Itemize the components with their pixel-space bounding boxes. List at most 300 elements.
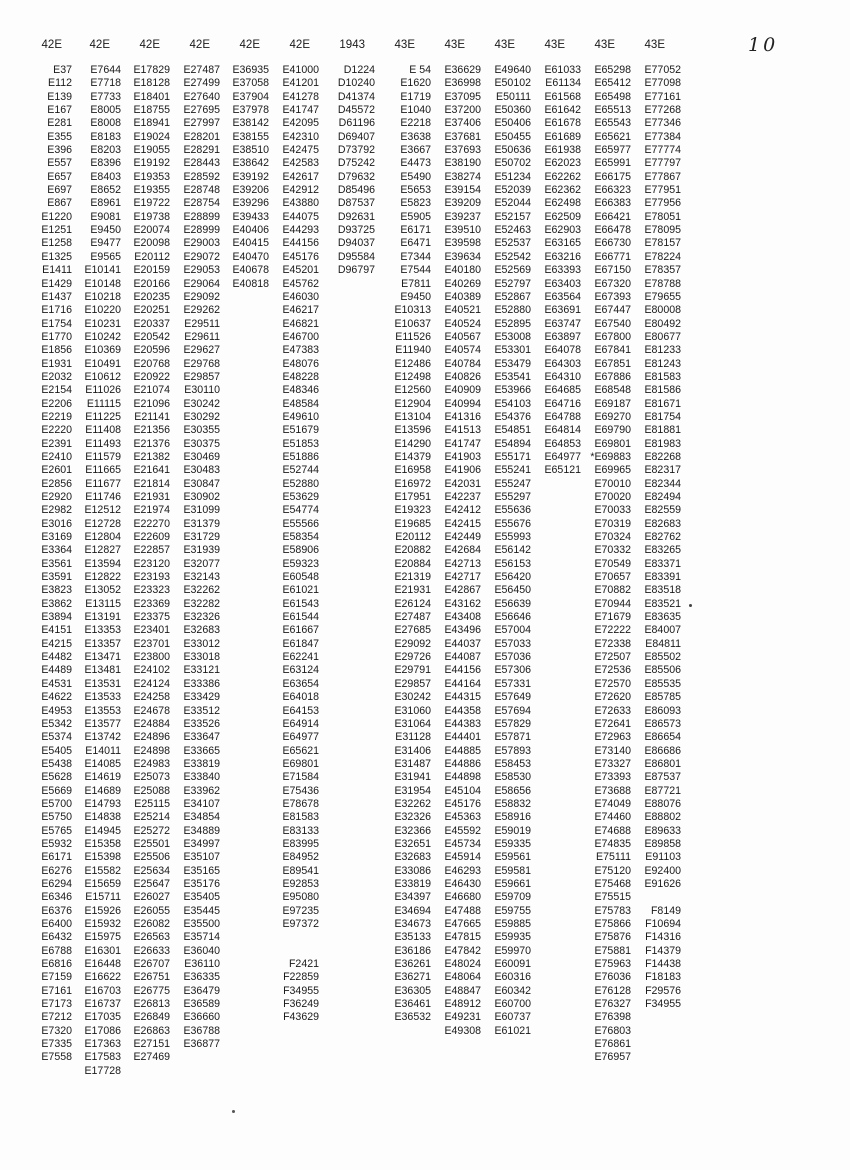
list-item: E11677: [85, 477, 121, 490]
list-item: E37904: [232, 90, 269, 103]
list-item: E52039: [494, 184, 531, 197]
list-item: E56450: [494, 584, 531, 597]
list-item: E31954: [394, 784, 431, 797]
list-item: E75436: [282, 784, 319, 797]
list-item: E36110: [184, 958, 220, 971]
list-item: E13115: [85, 597, 121, 610]
list-item: E29053: [183, 264, 220, 277]
list-item: E83265: [644, 544, 681, 557]
list-item: E83518: [644, 584, 681, 597]
list-item: E88802: [644, 811, 681, 824]
list-item: E11225: [85, 410, 121, 423]
column-header: 1943: [339, 39, 365, 51]
list-item: E4473: [400, 157, 431, 170]
list-item: E57306: [494, 664, 531, 677]
list-item: E76803: [594, 1024, 631, 1037]
list-item: E38190: [444, 157, 481, 170]
list-item: E15358: [84, 837, 121, 850]
list-item: E60316: [494, 971, 531, 984]
list-item: E48346: [282, 384, 319, 397]
list-item: E63403: [544, 277, 581, 290]
list-item: E52463: [494, 224, 531, 237]
list-item: E9081: [90, 210, 121, 223]
list-item: E18941: [133, 117, 170, 130]
list-item: E25115: [134, 797, 170, 810]
list-item: E58906: [282, 544, 319, 557]
list-item: E10637: [394, 317, 431, 330]
list-item: E70020: [594, 491, 631, 503]
list-item: E5405: [41, 744, 72, 757]
list-item: E38155: [232, 130, 269, 143]
list-item: E75783: [594, 904, 631, 917]
list-item: E14011: [85, 744, 121, 757]
list-item: E25501: [133, 837, 170, 850]
list-item: E24884: [133, 717, 170, 730]
list-item: E44037: [444, 637, 481, 650]
list-item: E281: [47, 117, 72, 130]
list-item: E12827: [84, 544, 121, 557]
list-item: E36461: [394, 998, 431, 1011]
list-item: E19355: [133, 184, 170, 197]
list-item: E3169: [41, 531, 72, 544]
list-item: E40818: [232, 277, 269, 290]
list-item: E5653: [400, 184, 431, 197]
list-item: E36040: [183, 944, 220, 957]
list-item: E30242: [394, 691, 431, 704]
list-item: E72963: [594, 731, 631, 744]
list-item: E56639: [494, 597, 531, 610]
list-item: E24258: [133, 691, 170, 704]
list-item: F34955: [645, 998, 681, 1011]
list-item: E61667: [282, 624, 319, 637]
list-item: E21074: [133, 384, 170, 397]
list-item: E11408: [85, 424, 121, 437]
entry-list: [585, 64, 631, 1065]
list-item: E21641: [133, 464, 170, 477]
list-item: E44164: [444, 677, 481, 690]
list-item: E61033: [544, 64, 581, 76]
list-item: E32077: [183, 557, 220, 570]
list-item: E71584: [282, 771, 319, 784]
list-item: E7718: [90, 77, 121, 90]
list-item: E53629: [282, 491, 319, 503]
list-item: E4953: [41, 704, 72, 717]
list-item: E2154: [41, 384, 72, 397]
list-item: E3016: [41, 517, 72, 530]
column: [385, 38, 431, 1025]
list-item: E70319: [594, 517, 631, 530]
list-item: E18128: [133, 77, 170, 90]
list-item: E91626: [644, 877, 681, 890]
list-item: E6376: [41, 904, 72, 917]
entry-list: [485, 64, 531, 1038]
list-item: E61847: [282, 637, 319, 650]
list-item: E10231: [84, 317, 121, 330]
list-item: E26849: [133, 1011, 170, 1024]
list-item: E28291: [183, 144, 220, 157]
list-item: E3894: [41, 611, 72, 624]
list-item: E22857: [133, 544, 170, 557]
list-item: E84811: [645, 637, 681, 650]
list-item: E17086: [84, 1024, 121, 1037]
list-item: E5750: [41, 811, 72, 824]
list-item: E32683: [394, 851, 431, 864]
list-item: D45572: [337, 104, 375, 117]
list-item: E43880: [282, 197, 319, 210]
list-item: E57649: [494, 691, 531, 704]
list-item: E64716: [544, 397, 581, 410]
list-item: E12804: [84, 531, 121, 544]
column: [585, 38, 631, 1065]
list-item: E25647: [133, 877, 170, 890]
column: [26, 38, 72, 1065]
list-item: E21931: [133, 491, 170, 503]
list-item: E55566: [282, 517, 319, 530]
list-item: E57694: [494, 704, 531, 717]
list-item: E15926: [84, 904, 121, 917]
list-item: E34397: [394, 891, 431, 904]
list-item: D61196: [338, 117, 375, 130]
list-item: E23369: [133, 597, 170, 610]
list-item: E53541: [494, 370, 531, 383]
list-item: E34673: [394, 918, 431, 930]
list-item: D75242: [337, 157, 375, 170]
list-item: E40269: [444, 277, 481, 290]
list-item: E52880: [494, 304, 531, 317]
list-item: E2218: [400, 117, 431, 130]
list-item: E13353: [84, 624, 121, 637]
list-item: E60548: [282, 571, 319, 584]
list-item: E20882: [394, 544, 431, 557]
list-item: E85502: [644, 651, 681, 664]
list-item: E29262: [183, 304, 220, 317]
list-item: E1620: [400, 77, 431, 90]
list-item: E20251: [133, 304, 170, 317]
list-item: E41747: [444, 437, 481, 450]
list-item: E58656: [494, 784, 531, 797]
list-item: E69270: [594, 410, 631, 423]
list-item: E66323: [594, 184, 631, 197]
list-item: E47842: [444, 944, 481, 957]
list-item: E67886: [594, 370, 631, 383]
list-item: E4482: [41, 651, 72, 664]
list-item: E81671: [644, 397, 681, 410]
list-item: E40470: [232, 250, 269, 263]
list-item: E85535: [644, 677, 681, 690]
column: [485, 38, 531, 1038]
list-item: E5700: [41, 797, 72, 810]
list-item: E33018: [183, 651, 220, 664]
list-item: E16448: [84, 958, 121, 971]
list-item: E40524: [444, 317, 481, 330]
list-item: E44156: [444, 664, 481, 677]
list-item: E52867: [494, 290, 531, 303]
list-item: E70033: [594, 504, 631, 517]
list-item: E14085: [84, 757, 121, 770]
list-item: E79655: [644, 290, 681, 303]
list-item: E27685: [394, 624, 431, 637]
list-item: E64977: [282, 731, 319, 744]
list-item: E65977: [594, 144, 631, 157]
list-item: E31128: [395, 731, 431, 744]
list-item: F34955: [283, 984, 319, 997]
list-item: E70882: [594, 584, 631, 597]
list-item: E26055: [133, 904, 170, 917]
list-item: F2421: [288, 958, 319, 971]
list-item: D10240: [337, 77, 375, 90]
list-item: E70332: [594, 544, 631, 557]
list-item: E80677: [644, 330, 681, 343]
list-item: E57871: [494, 731, 531, 744]
list-item: E20074: [133, 224, 170, 237]
list-item: E5628: [41, 771, 72, 784]
list-item: E7212: [41, 1011, 72, 1024]
entry-list: [635, 64, 681, 1011]
list-item: E6816: [41, 958, 72, 971]
list-item: E59935: [494, 931, 531, 944]
list-item: E10141: [84, 264, 121, 277]
list-item: E42415: [444, 517, 481, 530]
list-item: E19323: [394, 504, 431, 517]
list-item: E61134: [545, 77, 581, 90]
list-item: E53008: [494, 330, 531, 343]
list-item: E66771: [594, 250, 631, 263]
list-item: E82317: [644, 464, 681, 477]
list-item: E27469: [133, 1051, 170, 1064]
list-item: E9450: [400, 290, 431, 303]
list-item: E61021: [494, 1024, 531, 1037]
list-item: E63165: [544, 237, 581, 250]
list-item: E37200: [444, 104, 481, 117]
list-item: E64914: [282, 717, 319, 730]
list-item: E14689: [84, 784, 121, 797]
list-item: E36305: [394, 984, 431, 997]
list-item: E54774: [282, 504, 319, 517]
list-item: E17829: [133, 64, 170, 76]
list-item: E51886: [282, 450, 319, 463]
list-item: E15659: [84, 877, 121, 890]
list-item: D93725: [337, 224, 375, 237]
list-item: E36589: [183, 998, 220, 1011]
list-item: E56153: [494, 557, 531, 570]
list-item: E52537: [494, 237, 531, 250]
list-item: E52797: [494, 277, 531, 290]
list-item: D94037: [337, 237, 375, 250]
list-item: E34854: [183, 811, 220, 824]
column-header: 42E: [239, 39, 260, 51]
list-item: E10218: [84, 290, 121, 303]
list-item: E14793: [84, 797, 121, 810]
list-item: E8961: [90, 197, 121, 210]
list-item: E39206: [232, 184, 269, 197]
list-item: E60342: [494, 984, 531, 997]
list-item: E29791: [394, 664, 431, 677]
list-item: E28899: [183, 210, 220, 223]
list-item: E28443: [183, 157, 220, 170]
list-item: E60700: [494, 998, 531, 1011]
list-item: E23193: [133, 571, 170, 584]
list-item: E65621: [282, 744, 319, 757]
list-item: E35405: [183, 891, 220, 904]
list-item: E61021: [282, 584, 319, 597]
column: [174, 38, 220, 1051]
list-item: E87721: [644, 784, 681, 797]
list-item: E13533: [84, 691, 121, 704]
list-item: E63216: [544, 250, 581, 263]
list-item: E27499: [183, 77, 220, 90]
list-item: E46821: [282, 317, 319, 330]
list-item: D85496: [337, 184, 375, 197]
list-item: E11115: [86, 397, 121, 410]
list-item: E36271: [394, 971, 431, 984]
list-item: E31060: [394, 704, 431, 717]
list-item: E37978: [232, 104, 269, 117]
list-item: E40574: [444, 344, 481, 357]
list-item: E12904: [394, 397, 431, 410]
list-item: E33429: [183, 691, 220, 704]
list-item: E41906: [444, 464, 481, 477]
list-item: E77098: [644, 77, 681, 90]
list-item: E2219: [41, 410, 72, 423]
list-item: E86573: [644, 717, 681, 730]
list-item: E81243: [644, 357, 681, 370]
list-item: E30375: [183, 437, 220, 450]
list-item: E47665: [444, 918, 481, 930]
list-item: E7335: [41, 1038, 72, 1051]
list-item: E33819: [183, 757, 220, 770]
list-item: E64310: [544, 370, 581, 383]
list-item: F22859: [283, 971, 319, 984]
list-item: E59661: [494, 877, 531, 890]
list-item: E29768: [183, 357, 220, 370]
list-item: E61642: [544, 104, 581, 117]
list-item: E14290: [394, 437, 431, 450]
list-item: E5823: [400, 197, 431, 210]
list-item: E86686: [644, 744, 681, 757]
list-item: E15975: [84, 931, 121, 944]
list-item: E17728: [84, 1064, 121, 1077]
list-item: E14379: [394, 450, 431, 463]
list-item: E38142: [232, 117, 269, 130]
list-item: E44401: [444, 731, 481, 744]
list-item: E77384: [644, 130, 681, 143]
list-item: E49640: [494, 64, 531, 76]
list-item: E77346: [644, 117, 681, 130]
list-item: E35165: [183, 864, 220, 877]
list-item: E697: [47, 184, 72, 197]
list-item: E2391: [41, 437, 72, 450]
list-item: E10369: [84, 344, 121, 357]
list-item: E48584: [282, 397, 319, 410]
list-item: E26863: [133, 1024, 170, 1037]
list-item: E82268: [644, 450, 681, 463]
list-item: E20235: [133, 290, 170, 303]
list-item: E64153: [282, 704, 319, 717]
list-item: E4531: [41, 677, 72, 690]
list-item: E42617: [282, 170, 319, 183]
list-item: E48064: [444, 971, 481, 984]
list-item: E6171: [400, 224, 431, 237]
list-item: E60091: [494, 958, 531, 971]
list-item: E3667: [400, 144, 431, 157]
list-item: E5765: [41, 824, 72, 837]
column-header: 42E: [89, 39, 110, 51]
list-item: E14945: [84, 824, 121, 837]
column-header: 43E: [444, 39, 465, 51]
list-item: E45104: [444, 784, 481, 797]
list-item: E57033: [494, 637, 531, 650]
list-item: E33121: [183, 664, 220, 677]
list-item: E92400: [644, 864, 681, 877]
list-item: E57331: [494, 677, 531, 690]
list-item: E83133: [282, 824, 319, 837]
list-item: E39433: [232, 210, 269, 223]
list-item: E42449: [444, 531, 481, 544]
list-item: E42095: [282, 117, 319, 130]
list-item: E55297: [494, 491, 531, 503]
list-item: E66421: [594, 210, 631, 223]
list-item: E8403: [90, 170, 121, 183]
list-item: E33647: [183, 731, 220, 744]
list-item: E83521: [644, 597, 681, 610]
list-item: E24678: [133, 704, 170, 717]
list-item: E78788: [644, 277, 681, 290]
list-item: E11665: [85, 464, 121, 477]
list-item: E19024: [133, 130, 170, 143]
list-item: E13577: [84, 717, 121, 730]
list-item: D96797: [337, 264, 375, 277]
list-item: E65543: [594, 117, 631, 130]
list-item: E31379: [183, 517, 220, 530]
list-item: E12512: [84, 504, 121, 517]
list-item: E36186: [394, 944, 431, 957]
list-item: E53966: [494, 384, 531, 397]
list-item: E22609: [133, 531, 170, 544]
list-item: E23401: [133, 624, 170, 637]
list-item: E16622: [84, 971, 121, 984]
list-item: E58832: [494, 797, 531, 810]
list-item: E64977: [544, 450, 581, 463]
list-item: E48024: [444, 958, 481, 971]
list-item: E13357: [84, 637, 121, 650]
list-item: D69407: [337, 130, 375, 143]
list-item: E81583: [644, 370, 681, 383]
list-item: E67447: [594, 304, 631, 317]
list-item: E83391: [644, 571, 681, 584]
list-item: E37681: [444, 130, 481, 143]
list-item: E23323: [133, 584, 170, 597]
list-item: E10220: [84, 304, 121, 317]
list-item: E73393: [594, 771, 631, 784]
list-item: E29092: [183, 290, 220, 303]
list-item: E29003: [183, 237, 220, 250]
list-item: E40389: [444, 290, 481, 303]
list-item: E28201: [183, 130, 220, 143]
list-item: E62903: [544, 224, 581, 237]
list-item: E29611: [184, 330, 220, 343]
list-item: E4215: [41, 637, 72, 650]
list-item: E63393: [544, 264, 581, 277]
list-item: E77774: [644, 144, 681, 157]
list-item: E21376: [133, 437, 170, 450]
list-item: E30355: [183, 424, 220, 437]
list-item: E70010: [594, 477, 631, 490]
list-item: E28754: [183, 197, 220, 210]
list-item: E21141: [134, 410, 170, 423]
list-item: E2206: [41, 397, 72, 410]
list-item: E45176: [282, 250, 319, 263]
list-item: E72620: [594, 691, 631, 704]
